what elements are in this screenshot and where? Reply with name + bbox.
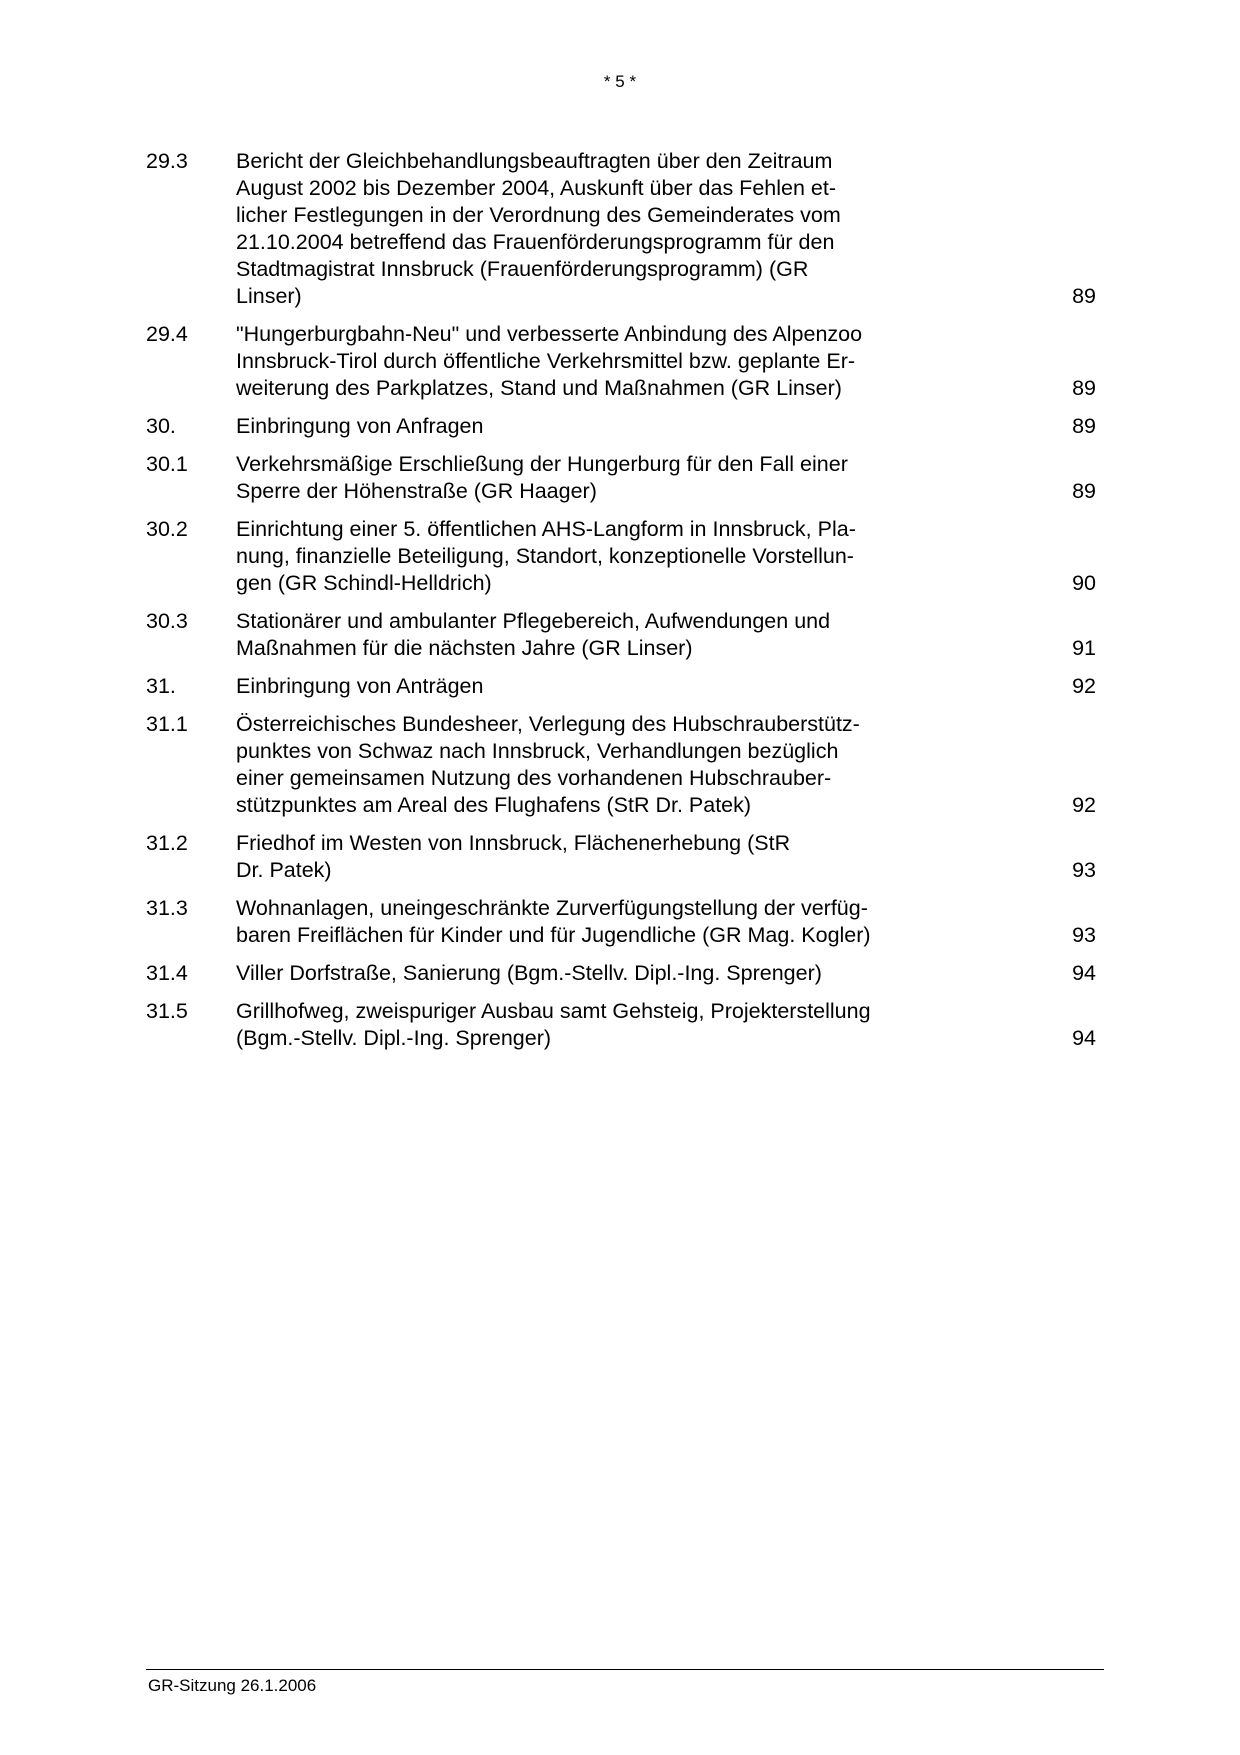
- toc-entry-page: 89: [1072, 414, 1096, 438]
- toc-entry-title: Einrichtung einer 5. öffentlichen AHS-Langform in Innsbruck, Pla- nung, finanzielle Beteiligung, Standort, konzeptionelle Vorstellun- gen (GR Schindl-Helldrich): [236, 517, 856, 595]
- footer-text: GR-Sitzung 26.1.2006: [148, 1676, 317, 1695]
- toc-entry-title: Viller Dorfstraße, Sanierung (Bgm.-Stellv. Dipl.-Ing. Sprenger): [236, 961, 822, 985]
- toc-entry: [146, 516, 1096, 597]
- toc-entry-title: Bericht der Gleichbehandlungsbeauftragten über den Zeitraum August 2002 bis Dezember 2004, Auskunft über das Fehlen et- licher Festlegungen in der Verordnung des Gemeinderates vom 21.10.2004 betreffend das Frauenförderungsprogramm für den Stadtmagistrat Innsbruck (Frauenförderungsprogramm) (GR Linser): [236, 149, 841, 308]
- toc-entry-page: 92: [1072, 674, 1096, 698]
- toc-entry: [146, 148, 1096, 310]
- toc-entry-title: Einbringung von Anträgen: [236, 674, 484, 698]
- toc-entry-number: 31.: [146, 674, 176, 698]
- toc-entry-page: 91: [1072, 636, 1096, 660]
- toc-entry-title: Grillhofweg, zweispuriger Ausbau samt Gehsteig, Projekterstellung (Bgm.-Stellv. Dipl.-Ing. Sprenger): [236, 999, 871, 1050]
- toc-entry-page: 92: [1072, 793, 1096, 817]
- toc-entry: [146, 960, 1096, 987]
- toc-entry-page: 94: [1072, 961, 1096, 985]
- toc-entry-number: 31.1: [146, 712, 188, 736]
- toc-entry-number: 30.1: [146, 452, 188, 476]
- toc-entry: [146, 451, 1096, 505]
- toc-entry-number: 31.2: [146, 831, 188, 855]
- toc-entry-title: Österreichisches Bundesheer, Verlegung des Hubschrauberstütz- punktes von Schwaz nach Innsbruck, Verhandlungen bezüglich einer gemeinsamen Nutzung des vorhandenen Hubschrauber- stützpunktes am Areal des Flughafens (StR Dr. Patek): [236, 712, 860, 817]
- page-number: * 5 *: [603, 72, 637, 91]
- toc-entry: [146, 608, 1096, 662]
- toc-entry-number: 30.3: [146, 609, 188, 633]
- toc-entry-number: 30.2: [146, 517, 188, 541]
- toc-entry-number: 29.4: [146, 322, 188, 346]
- footer-divider: [146, 1669, 1104, 1670]
- toc-entry-title: Wohnanlagen, uneingeschränkte Zurverfügungstellung der verfüg- baren Freiflächen für Kinder und für Jugendliche (GR Mag. Kogler): [236, 896, 871, 947]
- toc-entry-number: 31.5: [146, 999, 188, 1023]
- toc-entry-page: 89: [1072, 376, 1096, 400]
- toc-entry-page: 90: [1072, 571, 1096, 595]
- toc-entry: [146, 830, 1096, 884]
- toc-entry-title: Verkehrsmäßige Erschließung der Hungerburg für den Fall einer Sperre der Höhenstraße (GR Haager): [236, 452, 848, 503]
- toc-entry-page: 89: [1072, 284, 1096, 308]
- toc-entry-title: Friedhof im Westen von Innsbruck, Flächenerhebung (StR Dr. Patek): [236, 831, 791, 882]
- toc-entry-page: 89: [1072, 479, 1096, 503]
- toc-entry: [146, 998, 1096, 1052]
- toc-entry-title: Stationärer und ambulanter Pflegebereich, Aufwendungen und Maßnahmen für die nächsten Jahre (GR Linser): [236, 609, 831, 660]
- toc-entry: [146, 321, 1096, 402]
- toc-entry: [146, 711, 1096, 819]
- toc-entry: [146, 895, 1096, 949]
- toc-entry: [146, 673, 1096, 700]
- table-of-contents: [146, 148, 1096, 1063]
- toc-entry-title: Einbringung von Anfragen: [236, 414, 484, 438]
- toc-entry-number: 29.3: [146, 149, 188, 173]
- toc-entry-number: 31.4: [146, 961, 188, 985]
- toc-entry-number: 31.3: [146, 896, 188, 920]
- toc-entry-page: 93: [1072, 923, 1096, 947]
- toc-entry: [146, 413, 1096, 440]
- toc-entry-page: 93: [1072, 858, 1096, 882]
- toc-entry-title: "Hungerburgbahn-Neu" und verbesserte Anbindung des Alpenzoo Innsbruck-Tirol durch öffentliche Verkehrsmittel bzw. geplante Er- weiterung des Parkplatzes, Stand und Maßnahmen (GR Linser): [236, 322, 863, 400]
- toc-entry-page: 94: [1072, 1026, 1096, 1050]
- toc-entry-number: 30.: [146, 414, 176, 438]
